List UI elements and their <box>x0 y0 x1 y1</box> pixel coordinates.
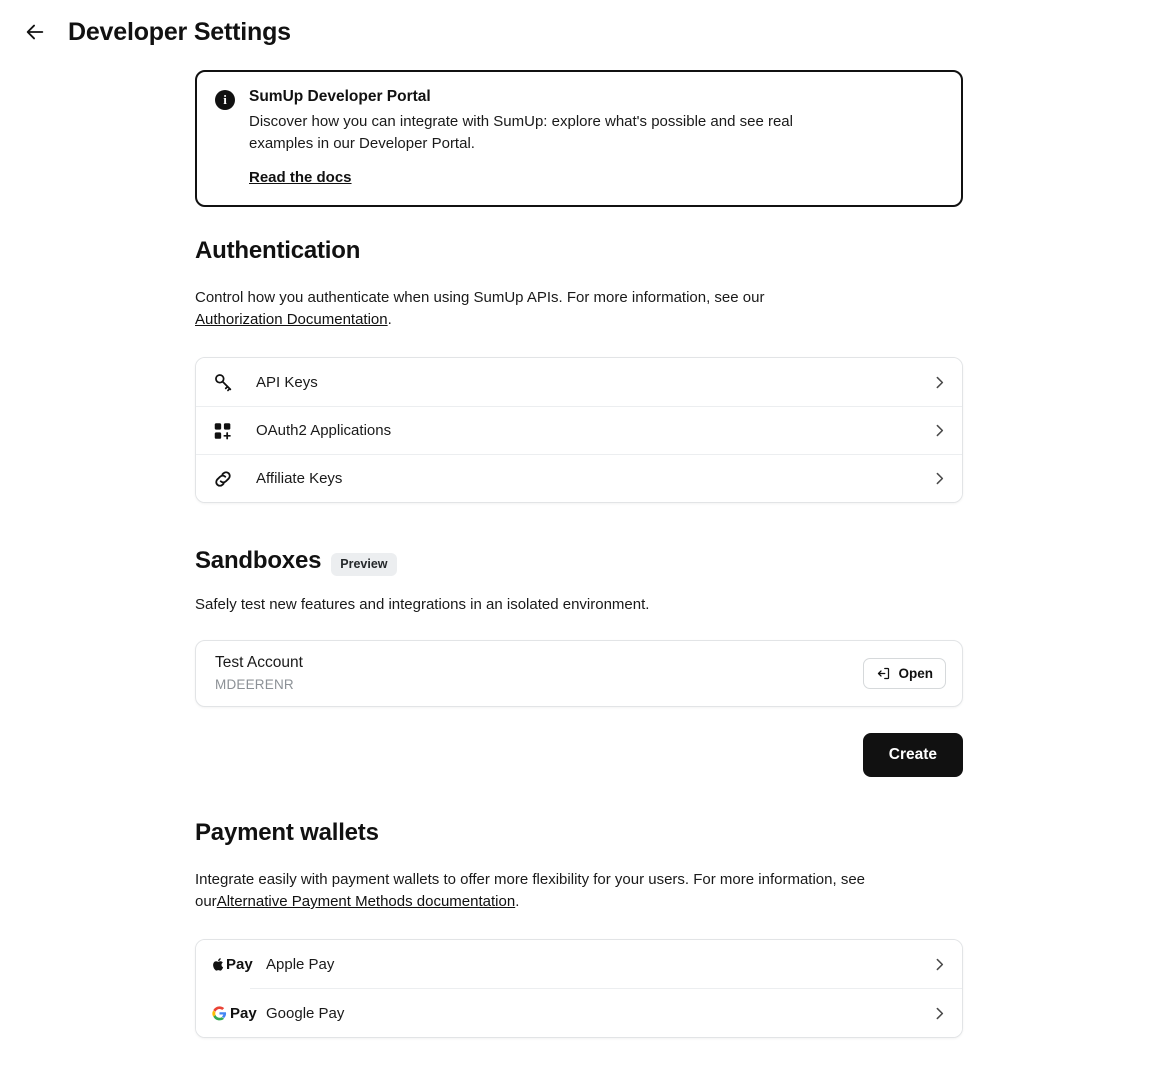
open-sandbox-button[interactable] <box>863 658 946 689</box>
banner-text: Discover how you can integrate with SumUp: explore what's possible and see real examples in our Developer Portal. <box>249 113 793 152</box>
authentication-description <box>195 287 835 331</box>
banner-title: SumUp Developer Portal <box>249 88 431 105</box>
google-pay-logo-text: Pay <box>230 1004 257 1022</box>
back-button[interactable] <box>20 17 50 47</box>
status-badge: Preview <box>331 553 396 576</box>
google-pay-logo <box>212 1005 266 1022</box>
sandbox-account-name: Test Account <box>215 654 303 671</box>
payment-wallets-description <box>195 869 947 913</box>
apple-pay-logo <box>212 956 266 973</box>
payment-wallets-title: Payment wallets <box>195 819 379 846</box>
apps-plus-icon <box>212 420 242 442</box>
sandboxes-title: Sandboxes <box>195 547 322 574</box>
info-icon: i <box>215 90 235 110</box>
authentication-title: Authentication <box>195 237 361 264</box>
row-label: API Keys <box>256 373 318 391</box>
authentication-section <box>195 237 963 503</box>
payment-wallets-description-text: Integrate easily with payment wallets to offer more flexibility for your users. For more information, see our <box>195 871 865 910</box>
chevron-right-icon <box>931 956 948 973</box>
key-icon <box>212 371 242 393</box>
row-label: OAuth2 Applications <box>256 422 392 439</box>
row-oauth2-applications[interactable] <box>196 406 962 454</box>
sandboxes-description: Safely test new features and integrations in an isolated environment. <box>195 596 650 613</box>
authentication-description-text: Control how you authenticate when using SumUp APIs. For more information, see our <box>195 289 765 306</box>
developer-portal-banner <box>195 70 963 207</box>
content-column <box>195 70 963 1038</box>
sandboxes-section <box>195 547 963 777</box>
external-enter-icon <box>876 666 891 681</box>
chevron-right-icon <box>931 470 948 487</box>
payment-wallets-section <box>195 819 963 1038</box>
chevron-right-icon <box>931 422 948 439</box>
sandbox-account-info <box>215 654 863 692</box>
chevron-right-icon <box>931 374 948 391</box>
link-icon <box>212 468 242 490</box>
open-sandbox-label: Open <box>898 665 933 681</box>
payment-wallets-list <box>195 939 963 1038</box>
google-g-icon <box>212 1006 227 1021</box>
banner-body <box>249 88 943 187</box>
page-title: Developer Settings <box>68 17 291 46</box>
apple-icon <box>212 957 225 972</box>
create-sandbox-row <box>195 733 963 777</box>
sandbox-account-card <box>195 640 963 707</box>
payment-wallets-description-period: . <box>515 893 520 910</box>
create-button[interactable]: Create <box>863 733 963 777</box>
arrow-left-icon <box>24 21 46 43</box>
row-apple-pay[interactable] <box>196 940 962 988</box>
page-header <box>0 0 1162 52</box>
row-label: Google Pay <box>266 1004 345 1022</box>
row-affiliate-keys[interactable] <box>196 454 962 502</box>
row-api-keys[interactable] <box>196 358 962 406</box>
apm-documentation-link[interactable]: Alternative Payment Methods documentation <box>216 893 516 910</box>
authorization-documentation-link[interactable]: Authorization Documentation <box>195 311 388 328</box>
chevron-right-icon <box>931 1005 948 1022</box>
apple-pay-logo-text: Pay <box>226 955 253 973</box>
row-label: Apple Pay <box>266 955 335 973</box>
row-google-pay[interactable] <box>196 989 962 1037</box>
row-label: Affiliate Keys <box>256 470 343 487</box>
sandbox-account-id: MDEERENR <box>215 677 294 692</box>
read-the-docs-link[interactable]: Read the docs <box>249 169 352 186</box>
sandboxes-title-row <box>195 547 963 575</box>
authentication-list <box>195 357 963 503</box>
authentication-description-period: . <box>387 311 392 328</box>
